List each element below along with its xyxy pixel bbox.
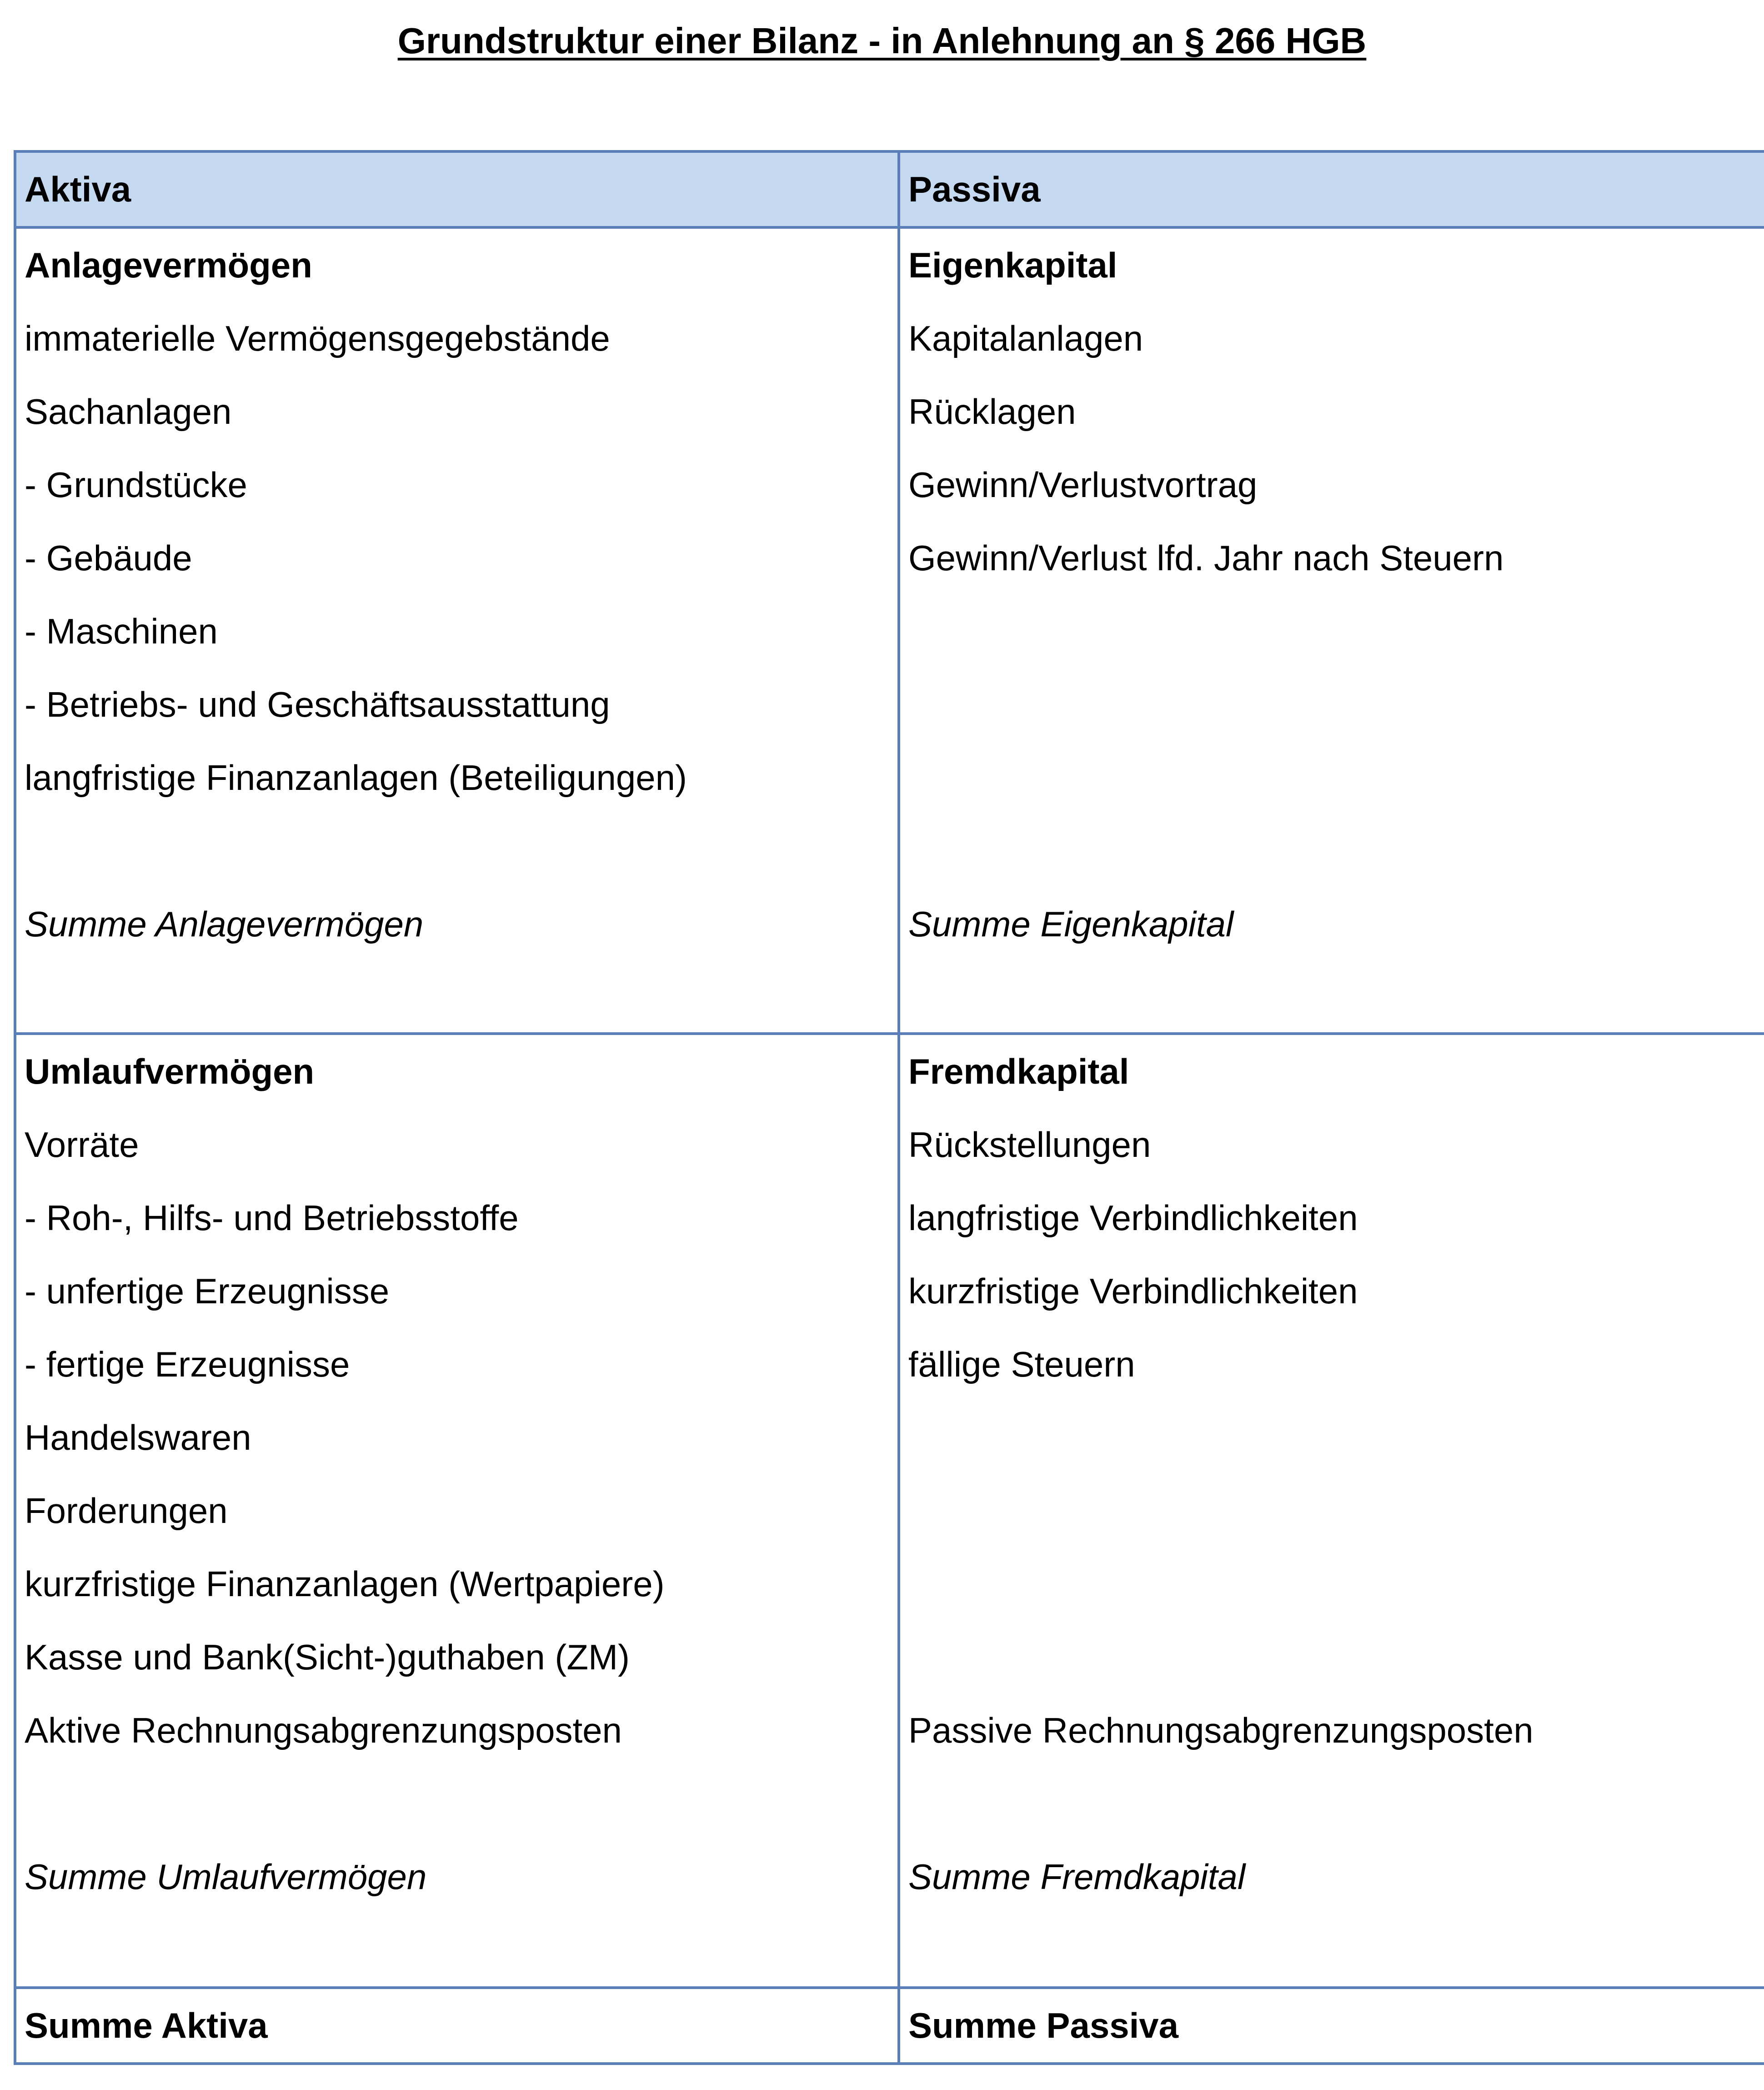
section-heading-anlagevermoegen: Anlagevermögen xyxy=(25,245,312,285)
balance-sheet-table xyxy=(14,150,1764,2065)
spacer xyxy=(908,1474,1764,1547)
cell-fremdkapital xyxy=(899,1034,1764,1988)
list-item: Sachanlagen xyxy=(25,392,232,432)
section-row-anlagevermoegen-eigenkapital xyxy=(15,227,1764,1034)
list-item: kurzfristige Finanzanlagen (Wertpapiere) xyxy=(25,1564,665,1604)
spacer xyxy=(908,595,1764,668)
cell-eigenkapital xyxy=(899,227,1764,1034)
sum-eigenkapital: Summe Eigenkapital xyxy=(908,904,1234,944)
section-heading-umlaufvermoegen: Umlaufvermögen xyxy=(25,1051,315,1091)
list-item: fällige Steuern xyxy=(908,1344,1135,1384)
list-item: Vorräte xyxy=(25,1125,139,1165)
spacer xyxy=(908,741,1764,814)
spacer xyxy=(25,1767,893,1840)
header-passiva: Passiva xyxy=(899,151,1764,227)
list-item: - Maschinen xyxy=(25,611,218,651)
cell-umlaufvermoegen xyxy=(15,1034,899,1988)
list-item: Kasse und Bank(Sicht-)guthaben (ZM) xyxy=(25,1637,630,1677)
list-item: Gewinn/Verlust lfd. Jahr nach Steuern xyxy=(908,538,1504,578)
section-row-umlaufvermoegen-fremdkapital xyxy=(15,1034,1764,1988)
spacer xyxy=(908,1547,1764,1621)
list-item: langfristige Verbindlichkeiten xyxy=(908,1198,1358,1238)
section-heading-eigenkapital: Eigenkapital xyxy=(908,245,1118,285)
spacer xyxy=(908,668,1764,741)
cell-summe-aktiva xyxy=(15,1988,899,2064)
list-item: - unfertige Erzeugnisse xyxy=(25,1271,390,1311)
spacer xyxy=(908,814,1764,888)
spacer xyxy=(25,814,893,888)
cell-summe-passiva xyxy=(899,1988,1764,2064)
list-item: Handelswaren xyxy=(25,1417,251,1457)
list-item: Gewinn/Verlustvortrag xyxy=(908,465,1258,505)
list-item: Rückstellungen xyxy=(908,1125,1151,1165)
list-item: Rücklagen xyxy=(908,392,1076,432)
table-header-row xyxy=(15,151,1764,227)
summe-passiva: Summe Passiva xyxy=(908,2005,1179,2045)
spacer xyxy=(908,1767,1764,1840)
cell-anlagevermoegen xyxy=(15,227,899,1034)
spacer xyxy=(908,1401,1764,1474)
summe-aktiva: Summe Aktiva xyxy=(25,2005,268,2045)
section-heading-fremdkapital: Fremdkapital xyxy=(908,1051,1129,1091)
list-item: Aktive Rechnungsabgrenzungsposten xyxy=(25,1710,622,1750)
list-item: immaterielle Vermögensgegebstände xyxy=(25,318,610,358)
list-item: kurzfristige Verbindlichkeiten xyxy=(908,1271,1358,1311)
total-row xyxy=(15,1988,1764,2064)
header-aktiva: Aktiva xyxy=(15,151,899,227)
sum-anlagevermoegen: Summe Anlagevermögen xyxy=(25,904,424,944)
list-item: - Betriebs- und Geschäftsausstattung xyxy=(25,684,610,724)
list-item: langfristige Finanzanlagen (Beteiligungen) xyxy=(25,758,687,798)
list-item: - fertige Erzeugnisse xyxy=(25,1344,350,1384)
list-item: Forderungen xyxy=(25,1491,228,1531)
document-title: Grundstruktur einer Bilanz - in Anlehnung an § 266 HGB xyxy=(397,20,1367,61)
sum-umlaufvermoegen: Summe Umlaufvermögen xyxy=(25,1857,427,1897)
list-item: Passive Rechnungsabgrenzungsposten xyxy=(908,1710,1533,1750)
list-item: - Roh-, Hilfs- und Betriebsstoffe xyxy=(25,1198,519,1238)
sum-fremdkapital: Summe Fremdkapital xyxy=(908,1857,1246,1897)
spacer xyxy=(908,1621,1764,1694)
list-item: Kapitalanlagen xyxy=(908,318,1143,358)
list-item: - Gebäude xyxy=(25,538,192,578)
list-item: - Grundstücke xyxy=(25,465,247,505)
